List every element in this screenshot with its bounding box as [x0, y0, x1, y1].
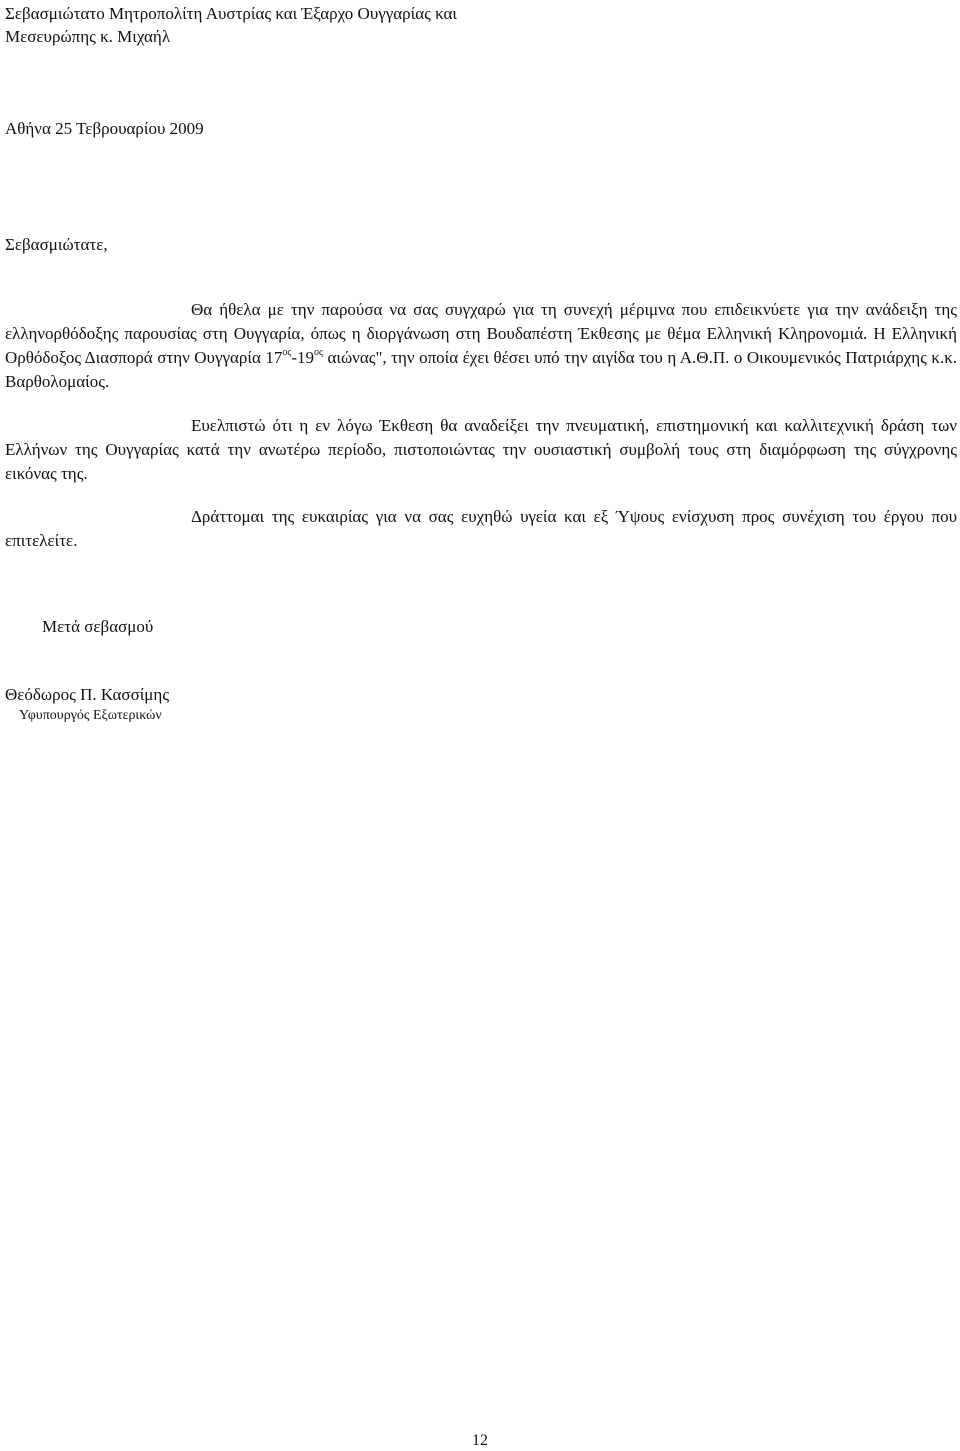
closing: Μετά σεβασμού — [42, 617, 154, 636]
paragraph-1 — [5, 298, 957, 394]
paragraph-1-superscript-1: ος — [282, 347, 292, 358]
signer-title: Υφυπουργός Εξωτερικών — [19, 708, 162, 723]
paragraph-1-text-b: -19 — [291, 348, 315, 367]
salutation: Σεβασμιώτατε, — [5, 235, 108, 254]
paragraph-3: Δράττομαι της ευκαιρίας για να σας ευχηθώ υγεία και εξ Ύψους ενίσχυση προς συνέχιση του έργου που επιτελείτε. — [5, 507, 957, 550]
paragraph-1-text-c: αιώνας", την οποία έχει θέσει υπό την αιγίδα του η Α.Θ.Π. ο Οικουμενικός Πατριάρχης κ.κ. Βαρθολομαίος. — [5, 348, 958, 391]
recipient-line-2: Μεσευρώπης κ. Μιχαήλ — [5, 27, 171, 46]
paragraph-2: Ευελπιστώ ότι η εν λόγω Έκθεση θα αναδείξει την πνευματική, επιστημονική και καλλιτεχνική δράση των Ελλήνων της Ουγγαρίας κατά την ανωτέρω περίοδο, πιστοποιώντας την ουσιαστική συμβολή τους στη διαμόρφωση της σύγχρονης εικόνας της. — [5, 416, 957, 483]
letter-date: Αθήνα 25 Τεβρουαρίου 2009 — [5, 119, 204, 138]
paragraph-1-superscript-2: ος — [314, 347, 323, 358]
paragraph-1-text-a: Θα ήθελα με την παρούσα να σας συγχαρώ για τη συνεχή μέριμνα που επιδεικνύετε για την ανάδειξη της ελληνορθόδοξης παρουσίας στη Ουγγαρία, όπως η διοργάνωση στη Βουδαπέστη Έκθεσης με θέμα Ελληνική Κληρονομιά. Η Ελληνική Ορθόδοξος Διασπορά στην Ουγγαρία 17 — [5, 300, 957, 367]
recipient-block — [5, 2, 957, 48]
page-number: 12 — [472, 1432, 488, 1449]
recipient-line-1: Σεβασμιώτατο Μητροπολίτη Αυστρίας και Έξαρχο Ουγγαρίας και — [5, 4, 458, 23]
signer-name: Θεόδωρος Π. Κασσίμης — [5, 685, 170, 704]
